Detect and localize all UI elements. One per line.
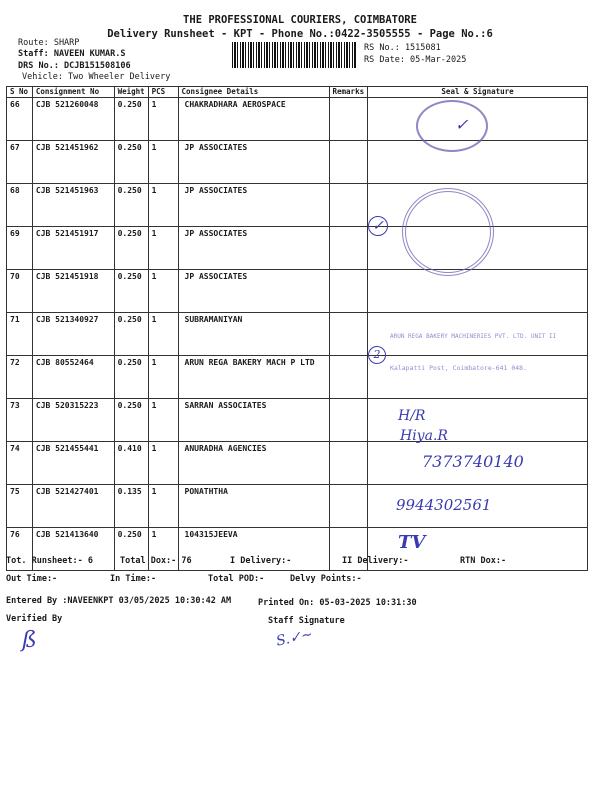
total-dox: Total Dox:- 76 — [120, 556, 192, 566]
col-sno: S No — [7, 87, 33, 98]
printed-on: Printed On: 05-03-2025 10:31:30 — [258, 598, 417, 608]
drs-label: DRS No.: DCJB151508106 — [18, 61, 131, 71]
rs-date: RS Date: 05-Mar-2025 — [364, 55, 467, 65]
stamp-row72-line1: ARUN REGA BAKERY MACHINERIES PVT. LTD. UNIT II — [390, 333, 557, 340]
consignee-cell: ARUN REGA BAKERY MACH P LTD — [178, 356, 329, 399]
ii-delivery: II Delivery:- — [342, 556, 409, 566]
sno-cell: 73 — [7, 399, 33, 442]
sno-cell: 66 — [7, 98, 33, 141]
weight-cell: 0.250 — [114, 313, 148, 356]
remarks-cell — [329, 270, 368, 313]
verified-signature: ß — [22, 628, 37, 653]
company-title: THE PROFESSIONAL COURIERS, COIMBATORE — [183, 14, 417, 26]
remarks-cell — [329, 313, 368, 356]
total-pod: Total POD:- — [208, 574, 265, 584]
pcs-cell: 1 — [148, 227, 178, 270]
seal-stamp-row69 — [402, 188, 494, 276]
consignee-cell: JP ASSOCIATES — [178, 141, 329, 184]
seal-cell — [368, 270, 588, 313]
consignment-cell: CJB 521413640 — [32, 528, 114, 571]
consignment-cell: CJB 521340927 — [32, 313, 114, 356]
i-delivery: I Delivery:- — [230, 556, 292, 566]
remarks-cell — [329, 356, 368, 399]
signature-row66: ✓ — [455, 115, 469, 134]
remarks-cell — [329, 227, 368, 270]
consignee-cell: SARRAN ASSOCIATES — [178, 399, 329, 442]
barcode — [232, 42, 356, 68]
weight-cell: 0.250 — [114, 356, 148, 399]
col-weight: Weight — [114, 87, 148, 98]
weight-cell: 0.250 — [114, 528, 148, 571]
consignee-cell: SUBRAMANIYAN — [178, 313, 329, 356]
pcs-cell: 1 — [148, 442, 178, 485]
consignee-cell: JP ASSOCIATES — [178, 227, 329, 270]
weight-cell: 0.250 — [114, 98, 148, 141]
consignment-cell: CJB 521455441 — [32, 442, 114, 485]
remarks-cell — [329, 399, 368, 442]
sno-cell: 74 — [7, 442, 33, 485]
weight-cell: 0.250 — [114, 141, 148, 184]
consignment-cell: CJB 521451963 — [32, 184, 114, 227]
table-row — [7, 356, 588, 399]
consignment-cell: CJB 521427401 — [32, 485, 114, 528]
table-row — [7, 98, 588, 141]
consignment-cell: CJB 521451962 — [32, 141, 114, 184]
table-row — [7, 485, 588, 528]
seal-cell — [368, 356, 588, 399]
sno-cell: 70 — [7, 270, 33, 313]
table-row — [7, 227, 588, 270]
in-time: In Time:- — [110, 574, 157, 584]
pcs-cell: 1 — [148, 485, 178, 528]
consignment-cell: CJB 521451917 — [32, 227, 114, 270]
sno-cell: 69 — [7, 227, 33, 270]
remarks-cell — [329, 442, 368, 485]
consignee-cell: JP ASSOCIATES — [178, 270, 329, 313]
stamp-row72-line2: Kalapatti Post, Coimbatore-641 048. — [390, 364, 527, 372]
handwriting-row74-name: Hiya.R — [400, 428, 448, 444]
delvy-points: Delvy Points:- — [290, 574, 362, 584]
seal-cell — [368, 141, 588, 184]
sno-cell: 68 — [7, 184, 33, 227]
weight-cell: 0.410 — [114, 442, 148, 485]
consignee-cell: 104315JEEVA — [178, 528, 329, 571]
col-remarks: Remarks — [329, 87, 368, 98]
verified-by-label: Verified By — [6, 614, 63, 624]
sno-cell: 75 — [7, 485, 33, 528]
seal-stamp-row66 — [416, 100, 488, 152]
rs-number: RS No.: 1515081 — [364, 43, 441, 53]
remarks-cell — [329, 98, 368, 141]
staff-label: Staff: NAVEEN KUMAR.S — [18, 49, 126, 59]
consignment-cell: CJB 521451918 — [32, 270, 114, 313]
weight-cell: 0.250 — [114, 227, 148, 270]
sno-cell: 76 — [7, 528, 33, 571]
staff-signature-label: Staff Signature — [268, 616, 345, 626]
table-header-row — [7, 87, 588, 98]
tick-circle-row72: 2 — [368, 346, 386, 364]
pcs-cell: 1 — [148, 98, 178, 141]
entered-by: Entered By :NAVEENKPT 03/05/2025 10:30:42 AM — [6, 596, 232, 606]
consignment-cell: CJB 520315223 — [32, 399, 114, 442]
pcs-cell: 1 — [148, 270, 178, 313]
consignee-cell: CHAKRADHARA AEROSPACE — [178, 98, 329, 141]
sno-cell: 72 — [7, 356, 33, 399]
runsheet-subtitle: Delivery Runsheet - KPT - Phone No.:0422-3505555 - Page No.:6 — [107, 28, 493, 40]
col-consignee: Consignee Details — [178, 87, 329, 98]
staff-signature: S.✓~ — [274, 626, 315, 650]
weight-cell: 0.250 — [114, 270, 148, 313]
weight-cell: 0.135 — [114, 485, 148, 528]
pcs-cell: 1 — [148, 141, 178, 184]
consignee-cell: JP ASSOCIATES — [178, 184, 329, 227]
handwriting-row74-line1: H/R — [398, 408, 426, 424]
tick-circle-row69: ✓ — [368, 216, 388, 236]
col-consignment: Consignment No — [32, 87, 114, 98]
handwriting-row74-phone: 7373740140 — [422, 452, 524, 471]
table-row — [7, 184, 588, 227]
out-time: Out Time:- — [6, 574, 58, 584]
consignee-cell: PONATHTHA — [178, 485, 329, 528]
runsheet-table — [6, 86, 588, 571]
consignee-cell: ANURADHA AGENCIES — [178, 442, 329, 485]
sno-cell: 67 — [7, 141, 33, 184]
pcs-cell: 1 — [148, 356, 178, 399]
remarks-cell — [329, 485, 368, 528]
pcs-cell: 1 — [148, 184, 178, 227]
tot-runsheet: Tot. Runsheet:- 6 — [6, 556, 93, 566]
vehicle-label: Vehicle: Two Wheeler Delivery — [22, 72, 171, 82]
consignment-cell: CJB 80552464 — [32, 356, 114, 399]
pcs-cell: 1 — [148, 399, 178, 442]
pcs-cell: 1 — [148, 528, 178, 571]
weight-cell: 0.250 — [114, 399, 148, 442]
handwriting-row75-phone: 9944302561 — [396, 496, 492, 514]
remarks-cell — [329, 184, 368, 227]
table-row — [7, 141, 588, 184]
handwriting-row76: TV — [398, 532, 426, 553]
weight-cell: 0.250 — [114, 184, 148, 227]
rtn-dox: RTN Dox:- — [460, 556, 507, 566]
table-row — [7, 270, 588, 313]
pcs-cell: 1 — [148, 313, 178, 356]
sno-cell: 71 — [7, 313, 33, 356]
table-row — [7, 399, 588, 442]
col-pcs: PCS — [148, 87, 178, 98]
consignment-cell: CJB 521260048 — [32, 98, 114, 141]
col-seal: Seal & Signature — [368, 87, 588, 98]
route-label: Route: SHARP — [18, 38, 80, 48]
remarks-cell — [329, 141, 368, 184]
